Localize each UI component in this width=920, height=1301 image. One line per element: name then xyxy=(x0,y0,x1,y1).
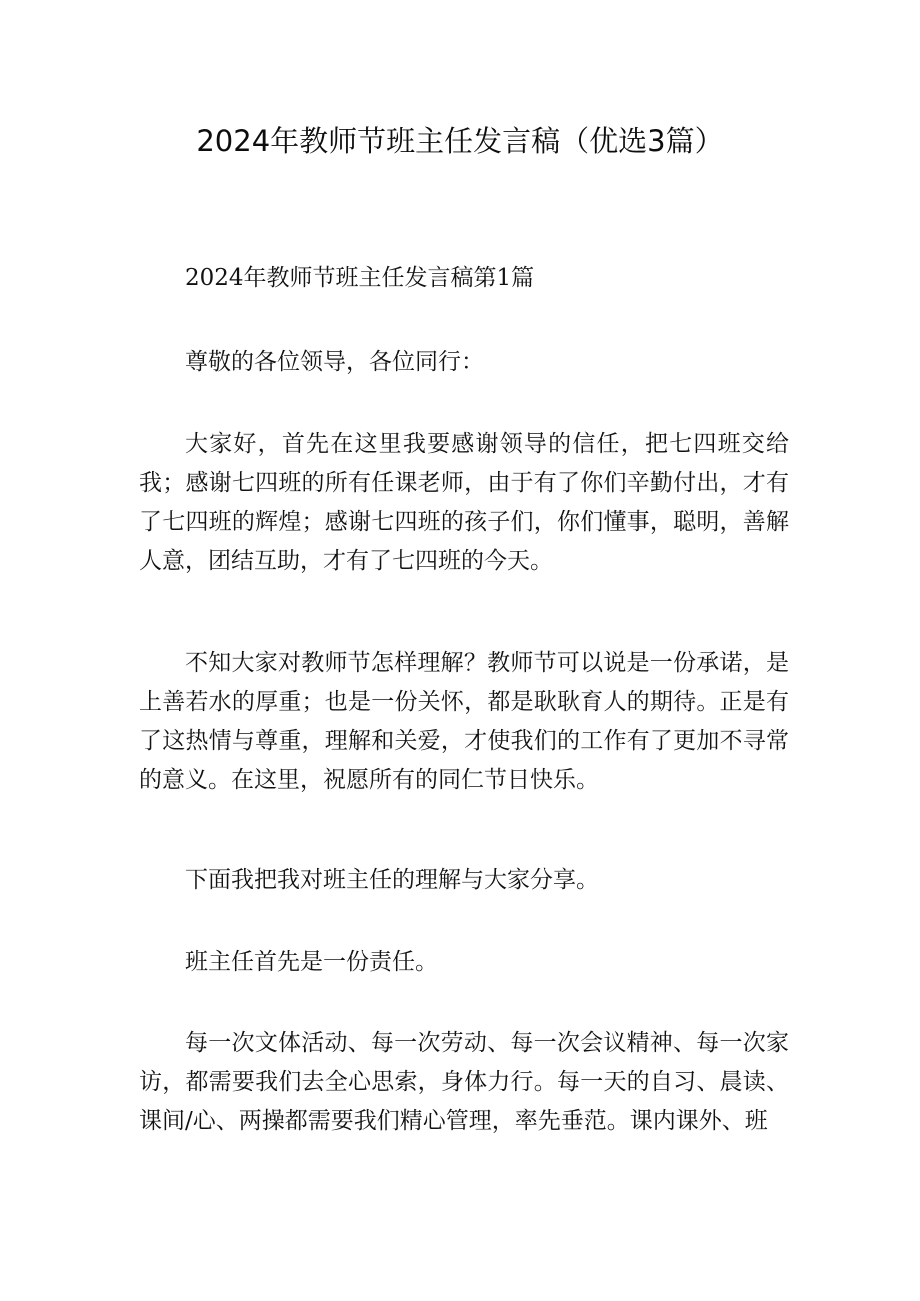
document-title: 2024年教师节班主任发言稿（优选3篇） xyxy=(196,124,724,158)
paragraph-salutation: 尊敬的各位领导，各位同行： xyxy=(185,349,484,375)
paragraph-thanks: 大家好，首先在这里我要感谢领导的信任，把七四班交给我；感谢七四班的所有任课老师，由于有了你们辛勤付出，才有了七四班的辉煌；感谢七四班的孩子们，你们懂事，聪明，善解人意，团结互助，才有了七四班的今天。 xyxy=(139,431,789,574)
paragraph-responsibility: 班主任首先是一份责任。 xyxy=(185,949,438,975)
paragraph-share: 下面我把我对班主任的理解与大家分享。 xyxy=(185,867,599,893)
paragraph-activities: 每一次文体活动、每一次劳动、每一次会议精神、每一次家访，都需要我们去全心思索，身体力行。每一天的自习、晨读、课间/心、两操都需要我们精心管理，率先垂范。课内课外、班 xyxy=(139,1030,789,1134)
paragraph-teachers-day: 不知大家对教师节怎样理解？教师节可以说是一份承诺，是上善若水的厚重；也是一份关怀，都是耿耿育人的期待。正是有了这热情与尊重，理解和关爱，才使我们的工作有了更加不寻常的意义。在这里，祝愿所有的同仁节日快乐。 xyxy=(139,650,789,793)
section-heading: 2024年教师节班主任发言稿第1篇 xyxy=(185,265,535,291)
